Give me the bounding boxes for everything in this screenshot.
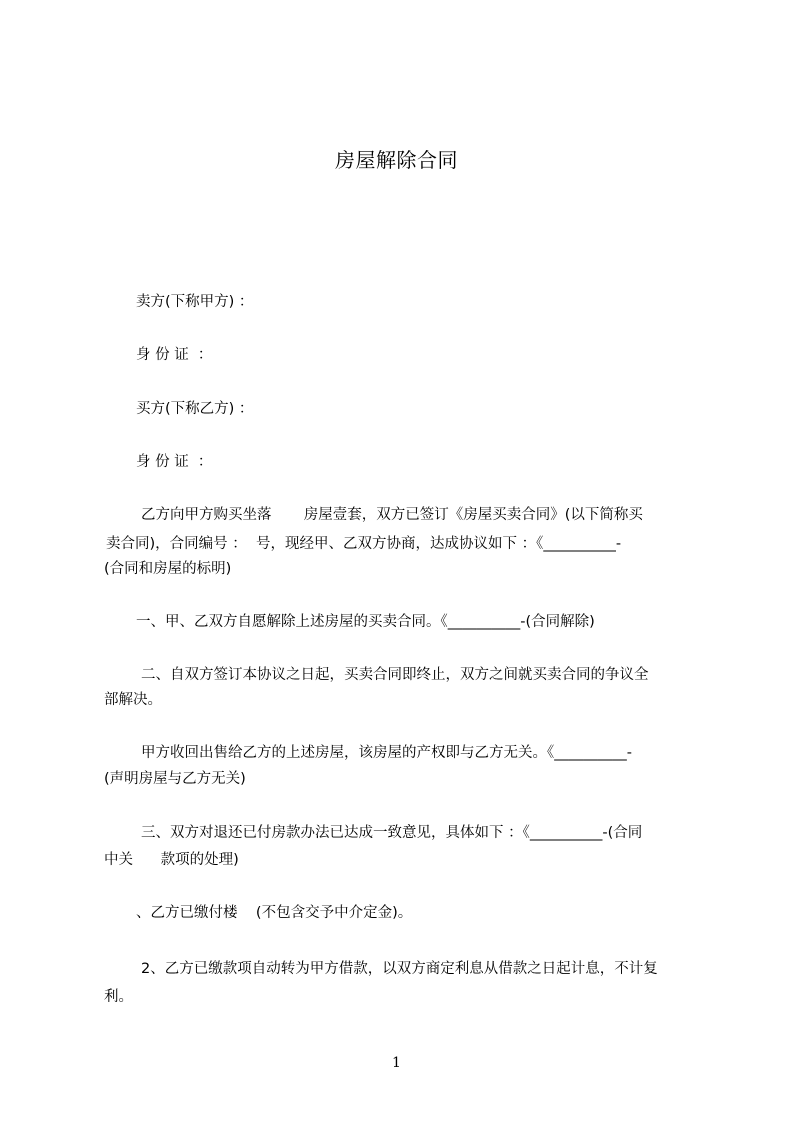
seller-id-label: 身 份 证 ： bbox=[136, 347, 213, 363]
clause-2-line-1: 二、自双方签订本协议之日起，买卖合同即终止，双方之间就买卖合同的争议全 bbox=[141, 667, 649, 683]
clause-2-line-2: 部解决。 bbox=[104, 692, 162, 708]
buyer-id-label: 身 份 证 ： bbox=[136, 454, 213, 470]
page-number: 1 bbox=[392, 1055, 401, 1071]
clause-2b-line-2: (声明房屋与乙方无关) bbox=[104, 771, 246, 787]
page-title: 房屋解除合同 bbox=[335, 148, 458, 172]
clause-3-line-2: 中关 款项的处理) bbox=[104, 852, 239, 868]
item-2-line-1: 2、乙方已缴款项自动转为甲方借款，以双方商定利息从借款之日起计息，不计复 bbox=[141, 961, 658, 977]
seller-label: 卖方(下称甲方) ： bbox=[136, 294, 254, 310]
intro-paragraph-line-3: (合同和房屋的标明) bbox=[104, 561, 232, 577]
clause-3-line-1: 三、双方对退还已付房款办法已达成一致意见，具体如下 ：《__________-(合同 bbox=[141, 825, 643, 841]
clause-1: 一、甲、乙双方自愿解除上述房屋的买卖合同。《__________-(合同解除) bbox=[136, 614, 595, 630]
item-1: 、乙方已缴付楼 (不包含交予中介定金)。 bbox=[136, 905, 413, 921]
item-2-line-2: 利。 bbox=[104, 989, 133, 1005]
clause-2b-line-1: 甲方收回出售给乙方的上述房屋，该房屋的产权即与乙方无关。《__________- bbox=[141, 745, 632, 761]
intro-paragraph-line-1: 乙方向甲方购买坐落 房屋壹套，双方已签订《房屋买卖合同》(以下简称买 bbox=[141, 507, 643, 523]
intro-paragraph-line-2: 卖合同)，合同编号 ： 号，现经甲、乙双方协商，达成协议如下 ：《__________- bbox=[106, 536, 622, 552]
buyer-label: 买方(下称乙方) ： bbox=[136, 401, 254, 417]
